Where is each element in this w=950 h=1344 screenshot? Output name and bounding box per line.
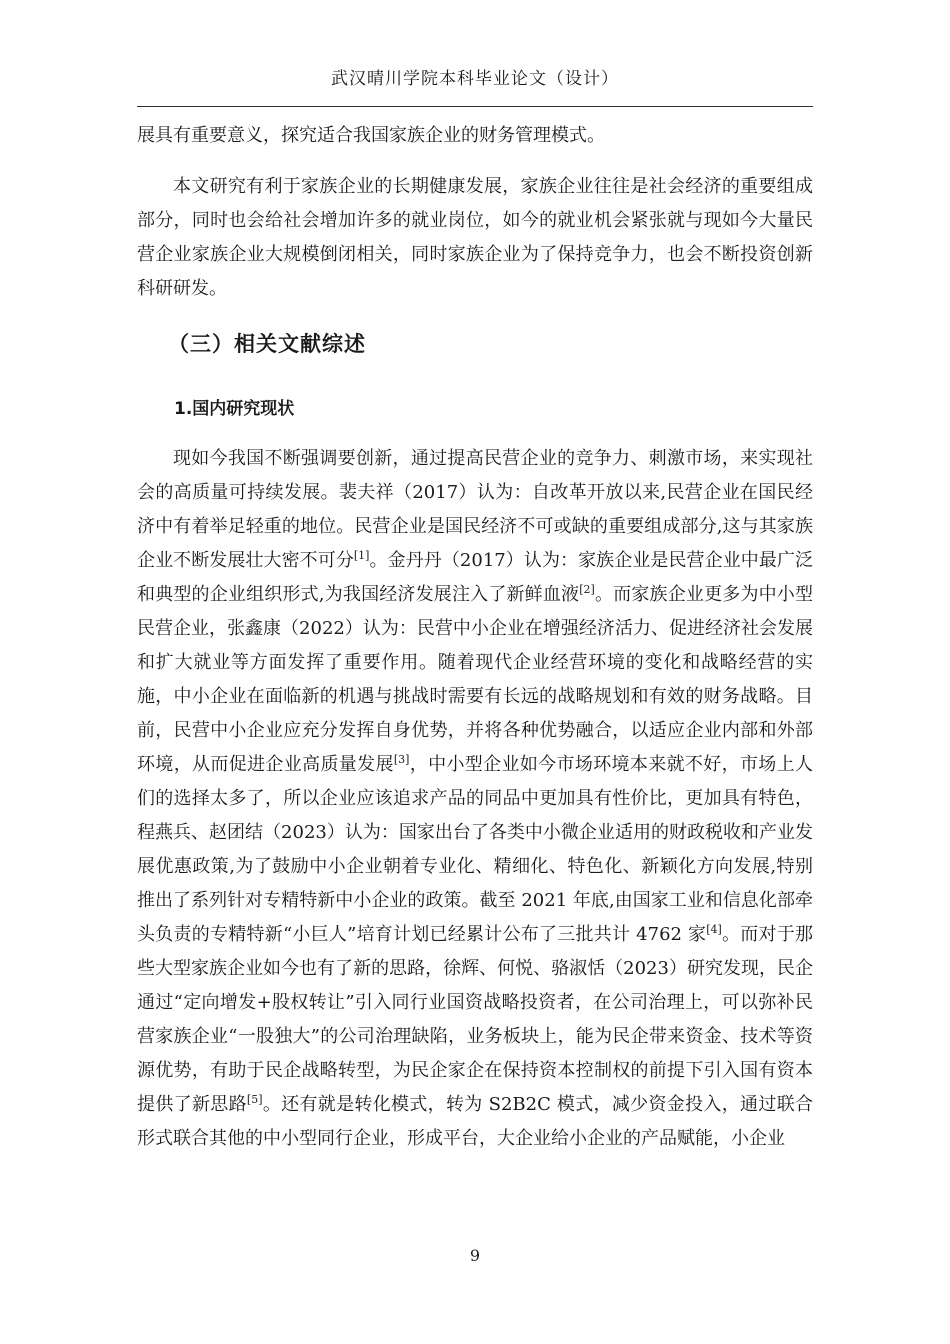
review-text: 。金丹丹（2017）认为：家族企业是民营企业中最广泛和典型的企业组织形式,为我国经济发展注入了新鲜血液	[137, 550, 813, 605]
paragraph-continuation: 展具有重要意义，探究适合我国家族企业的财务管理模式。	[137, 125, 605, 146]
review-text: 。而家族企业更多为中小型民营企业，张鑫康（2022）认为：民营中小企业在增强经济活力、促进经济社会发展和扩大就业等方面发挥了重要作用。随着现代企业经营环境的变化和战略经营的实施，中小企业在面临新的机遇与挑战时需要有长远的战略规划和有效的财务战略。目前，民营中小企业应充分发挥自身优势，并将各种优势融合，以适应企业内部和外部环境，从而促进企业高质量发展	[137, 584, 813, 775]
citation-3: [3]	[393, 753, 410, 766]
citation-1: [1]	[353, 549, 370, 562]
page-number: 9	[469, 1246, 481, 1265]
header-title: 武汉晴川学院本科毕业论文（设计）	[331, 69, 619, 89]
citation-2: [2]	[579, 583, 595, 596]
review-text: ，中小型企业如今市场环境本来就不好，市场上人们的选择太多了，所以企业应该追求产品的同品中更加具有性价比，更加具有特色，程燕兵、赵团结（2023）认为：国家出台了各类中小微企业适用的财政税收和产业发展优惠政策,为了鼓励中小企业朝着专业化、精细化、特色化、新颖化方向发展,特别推出了系列针对专精特新中小企业的政策。截至 2021 年底,由国家工业和信息化部牵头负责的专精特新“小巨人”培育计划已经累计公布了三批共计 4762 家	[137, 754, 814, 945]
review-text: 现如今我国不断强调要创新，通过提高民营企业的竞争力、刺激市场，来实现社会的高质量可持续发展。裴夫祥（2017）认为：自改革开放以来,民营企业在国民经济中有着举足轻重的地位。民营企业是国民经济不可或缺的重要组成部分,这与其家族企业不断发展壮大密不可分	[137, 448, 813, 571]
section-heading: （三）相关文献综述	[168, 332, 366, 356]
header-divider	[137, 106, 813, 107]
page-header	[0, 64, 950, 89]
citation-4: [4]	[706, 923, 722, 936]
paragraph-research-significance: 本文研究有利于家族企业的长期健康发展，家族企业往往是社会经济的重要组成部分，同时也会给社会增加许多的就业岗位，如今的就业机会紧张就与现如今大量民营企业家族企业大规模倒闭相关，同时家族企业为了保持竞争力，也会不断投资创新科研研发。	[137, 176, 813, 299]
citation-5: [5]	[246, 1093, 263, 1106]
paragraph-literature-review	[137, 442, 813, 1156]
subsection-heading: 1.国内研究现状	[174, 399, 295, 419]
review-text: 。而对于那些大型家族企业如今也有了新的思路，徐辉、何悦、骆淑恬（2023）研究发现，民企通过“定向增发+股权转让”引入同行业国资战略投资者，在公司治理上，可以弥补民营家族企业“一股独大”的公司治理缺陷，业务板块上，能为民企带来资金、技术等资源优势，有助于民企战略转型，为民企家企在保持资本控制权的前提下引入国有资本提供了新思路	[137, 924, 814, 1115]
review-text: 。还有就是转化模式，转为 S2B2C 模式，减少资金投入，通过联合形式联合其他的中小型同行企业，形成平台，大企业给小企业的产品赋能，小企业	[137, 1094, 814, 1149]
